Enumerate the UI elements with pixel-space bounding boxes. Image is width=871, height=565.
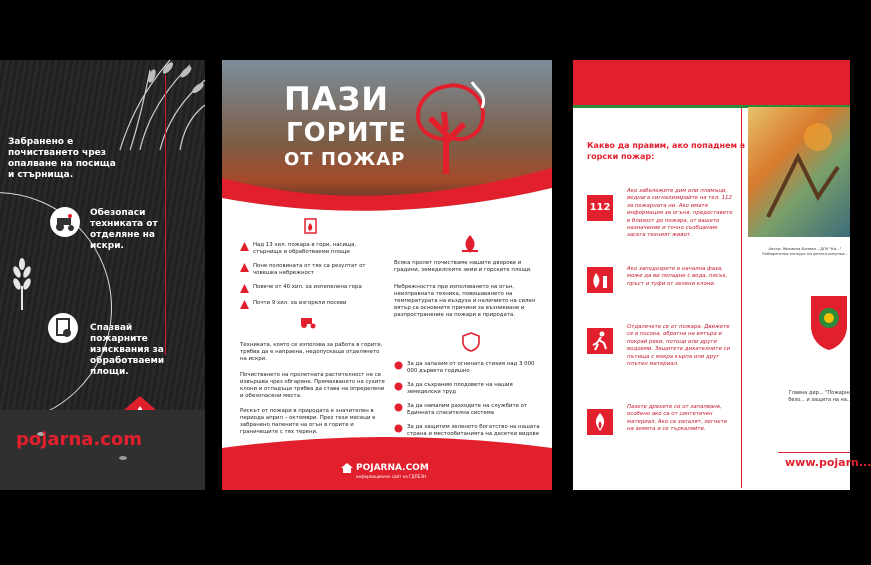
title-line-3: ОТ ПОЖАР [284,149,406,170]
child-painting-image [748,107,850,237]
red-rule [778,452,850,453]
title-line-1: ПАЗИ [284,80,390,118]
fire-document-icon [302,217,320,235]
brand-subtitle: информационен сайт на ГДПБЗН [356,474,426,479]
stat-text: Поне половината от тях са резултат от човешка небрежност [253,263,366,276]
reason-text: За да съхраним плодовете на нашия земеделски труд [407,382,513,395]
fire-extinguish-icon [587,267,613,293]
red-top-band [573,60,850,105]
stat-text: Повече от 40 хил. ха изпепелена гора [253,284,362,290]
bullet-icon [394,382,403,391]
bullet-icon [394,403,403,412]
rule-text-3: Спазвай пожарните изисквания за обработваеми площи. [90,323,165,377]
painting-caption: Автор: Михаела Бонева – ДГИ "Ка..." Победителка конкурс на детска рисунка... [761,246,849,256]
reason-text: За да намалим разходите на службите от Единната спасителна система [407,403,528,416]
tractor-spark-icon [298,313,318,329]
left-paragraph-2: Почистването на пролетната растителност не се извършва чрез обгаряне. Премахването на сухите клони и отпадъци трябва да става на определени и обезопасени места. [240,372,385,399]
step-text-1: Ако забележите дим или пламъци, веднага сигнализирайте на тел. 112 за пожарната ни. Ако имате информация за огъня, предоставете в близост до пожара, от вашето назначение и точно съобщение засега техният живот. [627,188,733,239]
warning-icon [240,242,249,251]
left-paragraph-3: Рискът от пожари в природата е значителен в периода април – октомври. През тези месеци е забранено палените на огън в горите и граничещите с тях терени. [240,408,376,435]
shield-icon [462,332,480,352]
red-footer-wave [222,430,552,490]
wheat-ears-image [110,60,205,150]
running-person-icon [587,328,613,354]
title-line-2: ГОРИТЕ [286,118,407,148]
right-paragraph-1: Всяка пролет почистваме нашите дворове и градини, земеделските земи и горските площи. [394,260,532,273]
directorate-text: Главна дир... "Пожарна безо... и защита на на... [788,390,852,403]
wheat-icon [8,256,36,311]
red-vertical-line [741,108,742,488]
step-text-3: Отдалечете се от пожара. Движете се в посока, обратна на вятъра и покрай реки, потоци или други водоеми. Защитете дихателните си пътища с мокра кърпа или друг плътен материал. [627,324,731,368]
bullet-icon [394,361,403,370]
seeds-footer [0,410,205,490]
warning-icon [240,284,249,293]
house-logo-icon [340,462,354,474]
reason-text: За да защитим зеленото богатство на нашата страна и местообитанията на десетки видове [407,424,540,437]
rule-text-2: Обезопаси техниката от отделяне на искри. [90,208,158,251]
step-text-2: Ако заподозрите в начална фаза, може да ви попадне с вода, пясък, пръст и туфи от зелени клони. [627,266,728,287]
fire-icon [460,234,480,254]
logo-text: pojarna.com [16,429,143,450]
fire-service-emblem [805,292,853,352]
flyer-middle [222,60,552,490]
red-wave-banner [222,158,552,218]
warning-icon [240,300,249,309]
burning-clothes-icon [587,409,613,435]
rule-text-1: Забранено е почистването чрез опалване на посища и стърнища. [8,137,116,180]
website-url: www.pojarn... [785,456,871,469]
brand-name: POJARNA.COM [356,463,429,473]
phone-112-box: 112 [587,195,613,221]
stats-list [240,242,380,316]
red-divider-line [165,75,166,355]
warning-icon [240,263,249,272]
flyer-right [573,60,871,490]
flyer-left [0,60,205,490]
document-icon [48,313,78,343]
section-heading: Какво да правим, ако попаднем в горски пожар: [587,141,745,161]
reason-text: За да запазим от огнената стихия над 3 000 000 дървета годишно [407,361,535,374]
right-paragraph-2: Небрежността при използването на огън, неизправната техника, повишаването на температурата на въздуха и наличието на силен вятър са основните причини за възникване и разпространение на пожари в природата. [394,284,536,318]
tractor-icon [50,207,80,237]
stat-text: Над 13 хил. пожара в гори, насища, стърнища и обработваеми площи [253,242,357,255]
step-text-4: Пазете дрехите си от запалване, особено ако са от синтетичен материал. Ако се запалят, легнете на земята и се търкаляйте. [627,404,728,433]
stat-text: Почти 9 хил. ха изгорели посеви [253,300,347,306]
left-paragraph-1: Техниката, която се използва за работа в горите, трябва да е напраена, недопускаща отделянето на искри. [240,342,383,362]
